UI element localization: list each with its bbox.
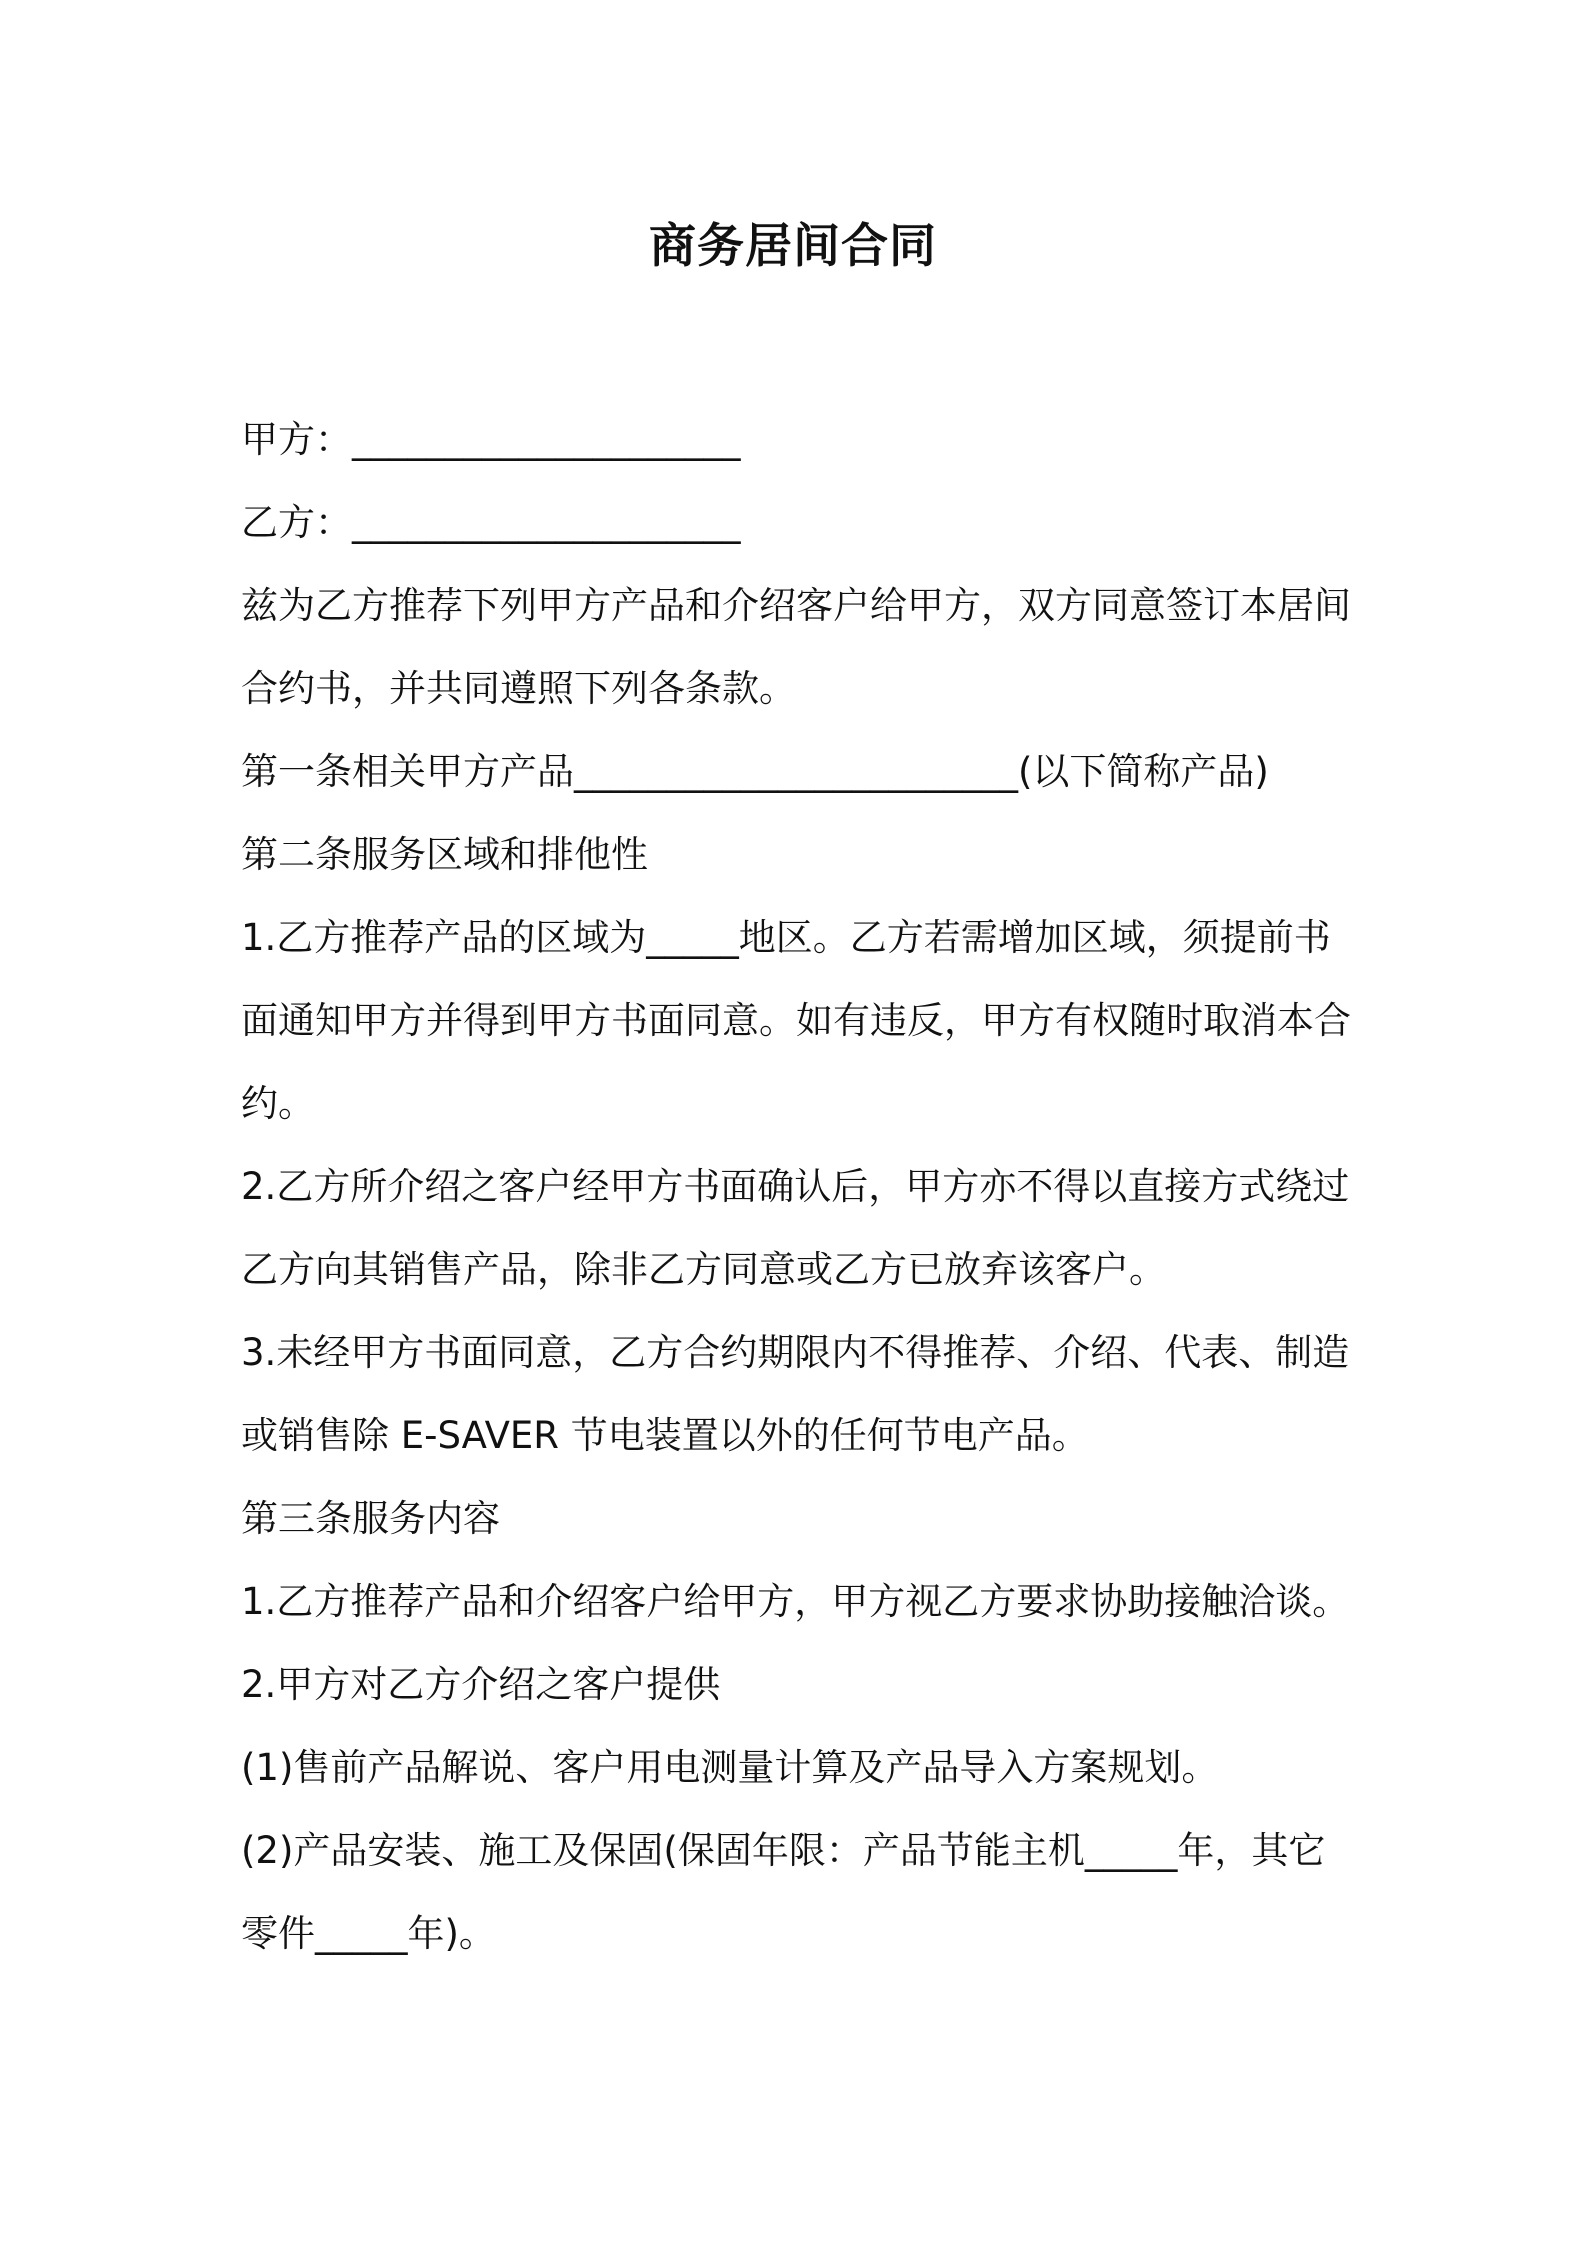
article-2-heading: 第二条服务区域和排他性 xyxy=(241,833,648,876)
article-3-clause-1: 1.乙方推荐产品和介绍客户给甲方，甲方视乙方要求协助接触洽谈。 xyxy=(241,1580,1350,1623)
party-a-line: 甲方：_____________________ xyxy=(241,418,741,461)
article-2-clause-3-line-1: 3.未经甲方书面同意，乙方合约期限内不得推荐、介绍、代表、制造 xyxy=(241,1331,1350,1374)
preamble-line-1: 兹为乙方推荐下列甲方产品和介绍客户给甲方，双方同意签订本居间 xyxy=(241,584,1351,627)
article-1-heading: 第一条相关甲方产品________________________(以下简称产品) xyxy=(241,750,1269,793)
article-2-clause-2-line-1: 2.乙方所介绍之客户经甲方书面确认后，甲方亦不得以直接方式绕过 xyxy=(241,1165,1350,1208)
document-title: 商务居间合同 xyxy=(649,219,937,274)
article-3-heading: 第三条服务内容 xyxy=(241,1497,500,1540)
article-2-clause-1-line-1: 1.乙方推荐产品的区域为_____地区。乙方若需增加区域，须提前书 xyxy=(241,916,1331,959)
article-3-item-1: (1)售前产品解说、客户用电测量计算及产品导入方案规划。 xyxy=(241,1746,1219,1789)
contract-body xyxy=(241,398,1361,1975)
article-3-clause-2: 2.甲方对乙方介绍之客户提供 xyxy=(241,1663,721,1706)
article-3-item-2-line-1: (2)产品安装、施工及保固(保固年限：产品节能主机_____年，其它 xyxy=(241,1829,1326,1872)
party-b-line: 乙方：_____________________ xyxy=(241,501,741,544)
article-2-clause-2-line-2: 乙方向其销售产品，除非乙方同意或乙方已放弃该客户。 xyxy=(241,1248,1166,1291)
article-3-item-2-line-2: 零件_____年)。 xyxy=(241,1912,496,1955)
article-2-clause-3-line-2: 或销售除 E-SAVER 节电装置以外的任何节电产品。 xyxy=(241,1414,1089,1457)
article-2-clause-1-line-3: 约。 xyxy=(241,1082,315,1125)
article-2-clause-1-line-2: 面通知甲方并得到甲方书面同意。如有违反，甲方有权随时取消本合 xyxy=(241,999,1351,1042)
preamble-line-2: 合约书，并共同遵照下列各条款。 xyxy=(241,667,796,710)
